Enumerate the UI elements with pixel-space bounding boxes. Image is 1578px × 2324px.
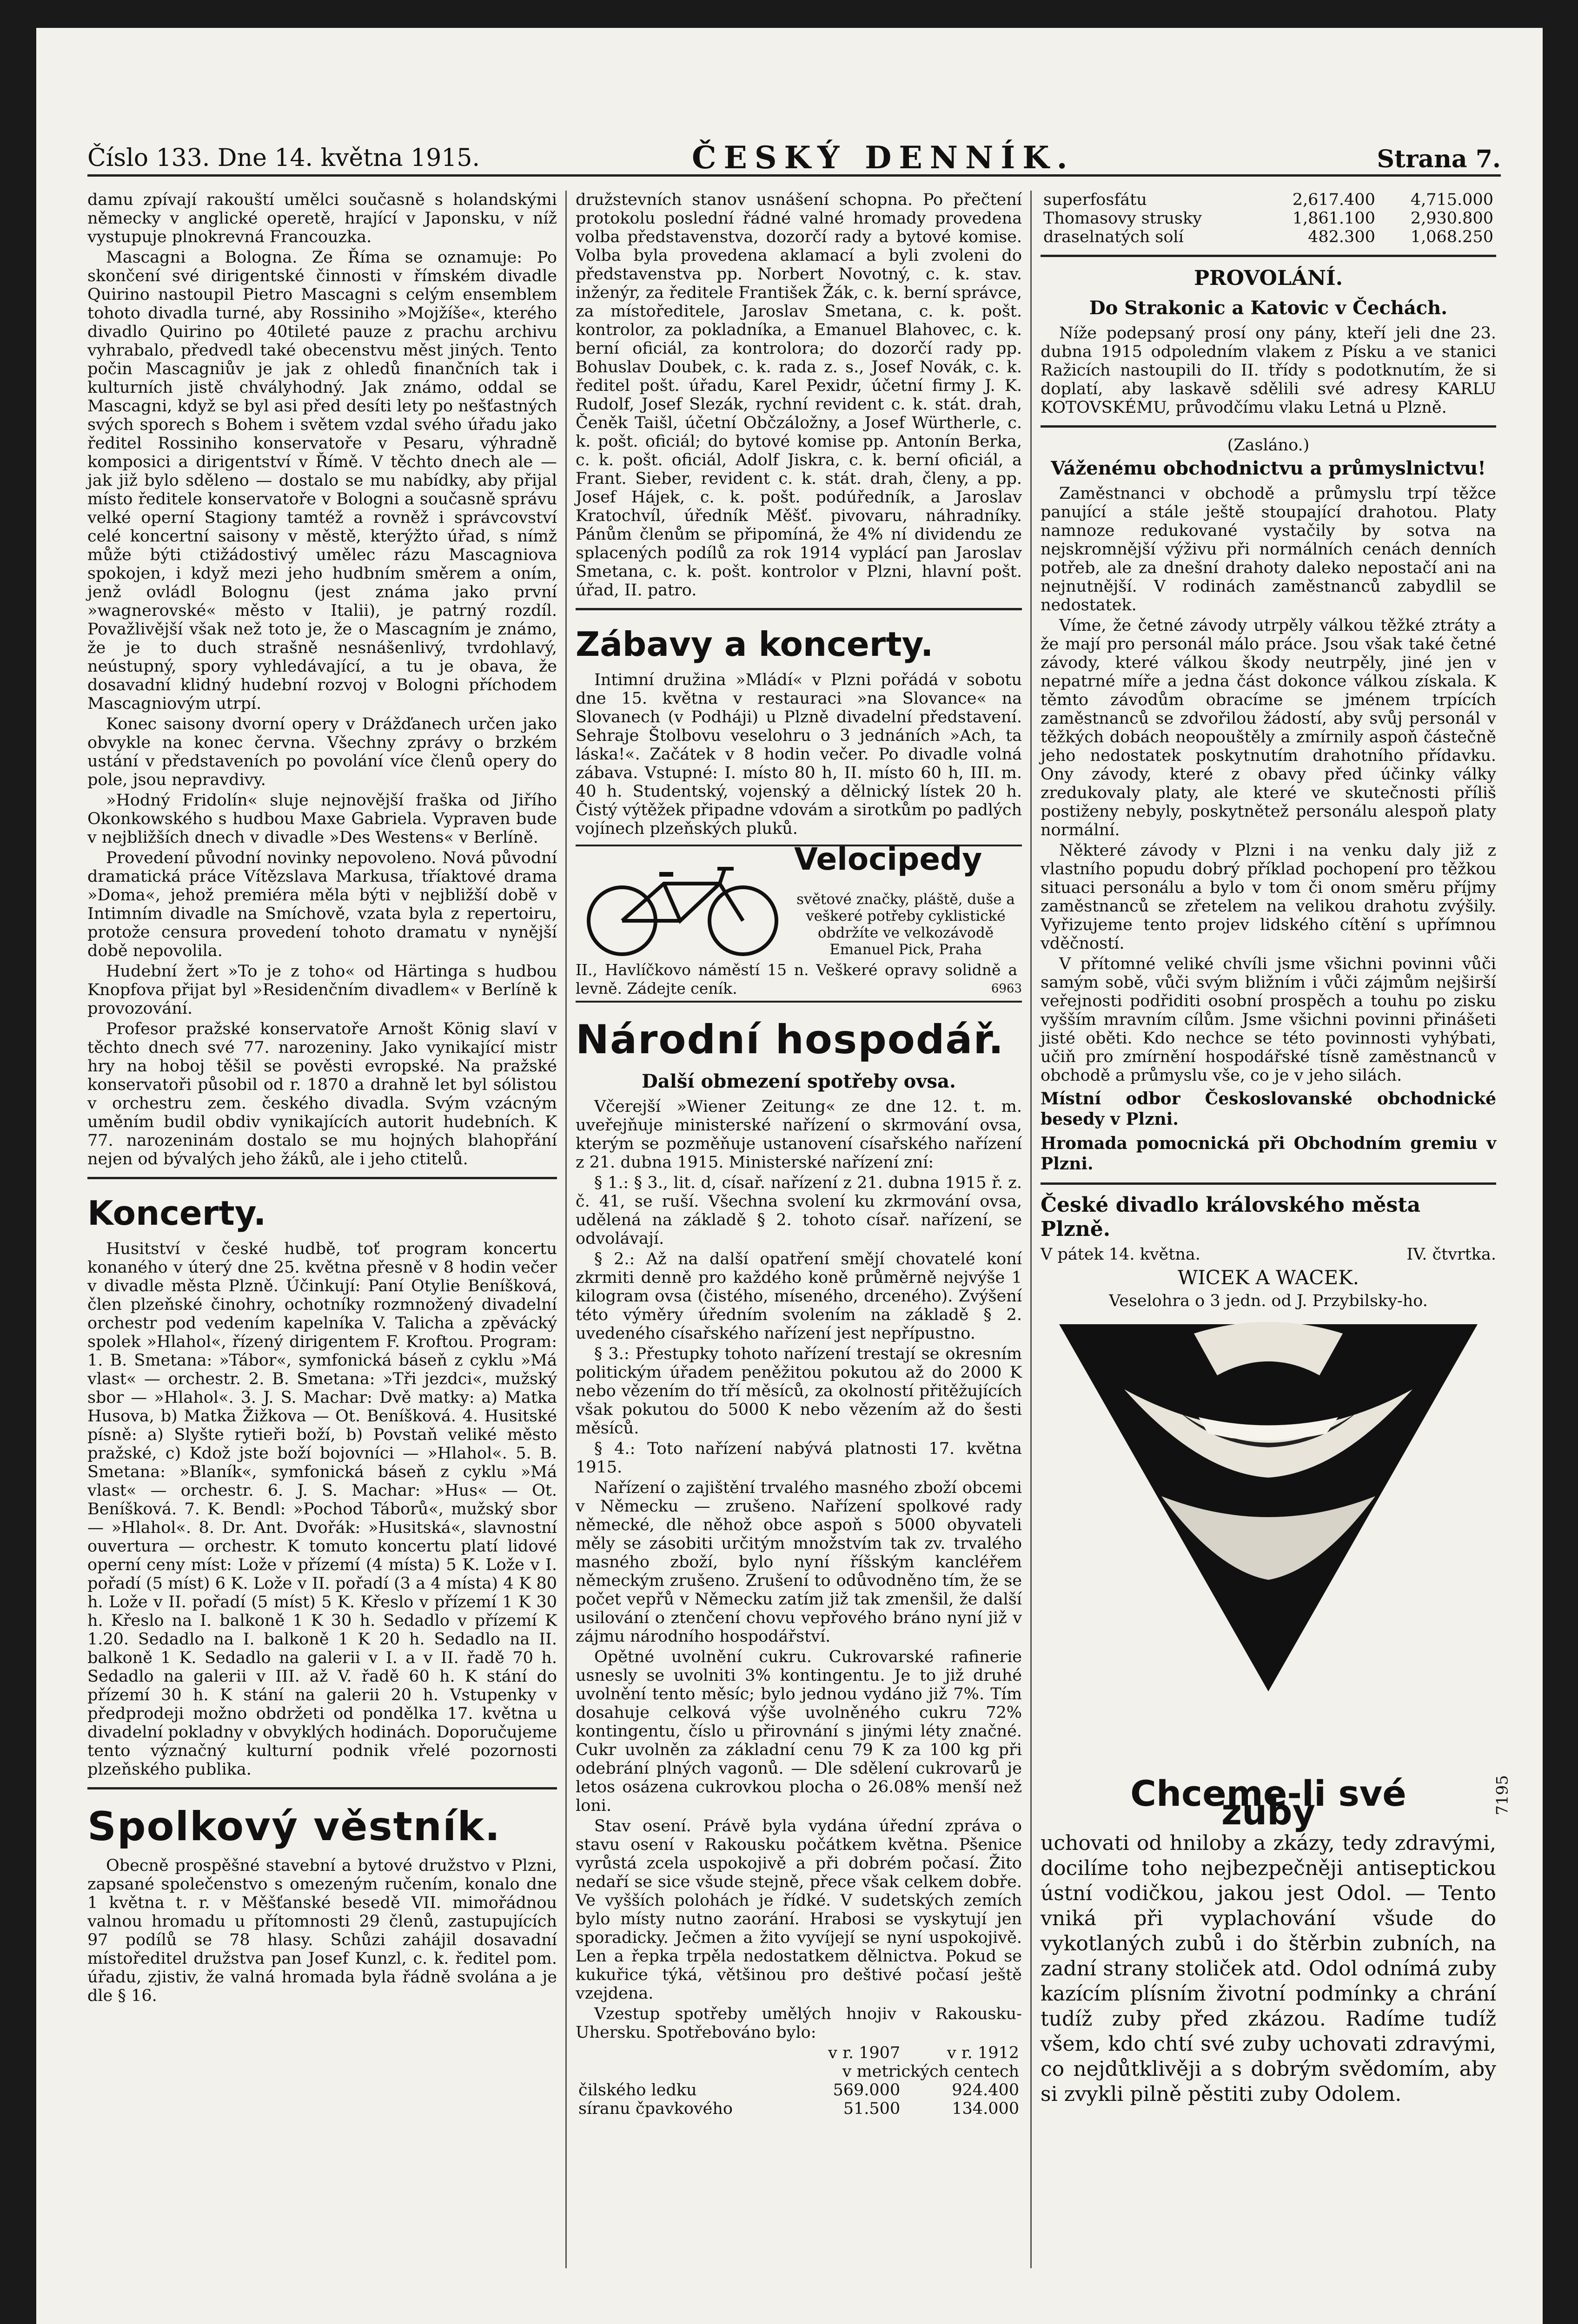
article-paragraph: Nařízení o zajištění trvalého masného zboží obcemi v Německu — zrušeno. Nařízení spolkové rady německé, dle něhož obce aspoň s 5000 obyvateli měly se zásobiti určitým množstvím tak zv. trvalého masného zboží, bylo nyní říšským kancléřem německým zrušeno. Zrušení to odůvodněno tím, že se počet vepřů v Německu zatím již tak zmenšil, že další usilování o ztenčení chovu vepřového bráno nyní již v zájmu národního hospodářství. [576, 1479, 1022, 1646]
section-title-spolkovy: Spolkový věstník. [87, 1803, 501, 1850]
article-paragraph: V přítomné veliké chvíli jsme všichni povinni vůči samým sobě, vůči svým bližním i vůči zájmům nejširší veřejnosti podřiditi osobní prospěch a touhu po zisku vyšším mravním cílům. Jsme všichni povinni přinášeti jisté oběti. Kdo nechce se této povinnosti vyhýbati, učiň pro zmírnění hospodářské tísně zaměstnanců v obchodě a průmyslu vše, co je v jeho silách. [1041, 955, 1496, 1085]
divadlo-desc: Veselohra o 3 jedn. od J. Przybilsky-ho. [1109, 1292, 1428, 1310]
signature: Hromada pomocnická při Obchodním gremiu v Plzni. [1041, 1134, 1496, 1174]
article-paragraph: Intimní družina »Mládí« v Plzni pořádá v sobotu dne 15. května v restauraci »na Slovance« na Slovanech (v Podháji) u Plzně divadelní představení. Sehraje Štolbovu veselohru o 3 jednáních »Ach, ta láska!«. Začátek v 8 hodin večer. Po divadle volná zábava. Vstupné: I. místo 80 h, II. místo 60 h, III. m. 40 h. Studentský, vojenský a dělnický lístek 20 h. Čistý výtěžek připadne vdovám a sirotkům po padlých vojínech plzeňských pluků. [576, 671, 1022, 838]
section-divider [576, 608, 1022, 610]
article-paragraph: Konec saisony dvorní opery v Drážďanech určen jako obvykle na konec června. Všechny zprávy o brzkém ustání v představeních po povolání více členů opery do pole, jsou nepravdivy. [87, 715, 557, 789]
table-header-row [576, 2044, 1022, 2062]
table-cell: 924.400 [952, 2081, 1019, 2100]
section-title-zabavy: Zábavy a koncerty. [576, 625, 934, 664]
article-paragraph: § 3.: Přestupky tohoto nařízení trestají se okresním politickým úřadem peněžitou pokutou až do 2000 K nebo vězením do tří měsíců, za okolností přitěžujících však pokutou do 5000 K nebo vězením až do šesti měsíců. [576, 1345, 1022, 1438]
newspaper-page [36, 28, 1543, 2324]
section-divider [1041, 1182, 1496, 1185]
provolani-subtitle: Do Strakonic a Katovic v Čechách. [1089, 297, 1448, 319]
article-paragraph: Profesor pražské konservatoře Arnošt König slaví v těchto dnech své 77. narozeniny. Jako vynikající mistr hry na hoboj těšil se pověsti evropské. Na pražské konservatoři působil od r. 1870 a drahně let byl sólistou v orchestru zem. českého divadla. Svým vzácným uměním budil obdiv vynikajících autorit hudebních. K 77. narozeninám dostalo se mu hojných blahopřání nejen od bývalých jeho žáků, ale i jeho ctitelů. [87, 1020, 557, 1169]
divadlo-series: IV. čtvrtka. [1406, 1245, 1496, 1264]
table-cell: 1,068.250 [1410, 228, 1493, 246]
table-cell: 1,861.100 [1292, 209, 1375, 228]
section-divider [1041, 425, 1496, 428]
bicycle-icon [580, 856, 785, 958]
table-cell: superfosfátu [1043, 191, 1147, 209]
fertilizer-table-continued [1041, 191, 1496, 246]
article-paragraph: Husitství v české hudbě, toť program koncertu konaného v úterý dne 25. května přesně v 8 hodin večer v divadle města Plzně. Účinkují: Paní Otylie Beníšková, člen plzeňské činohry, ochotníky rozmnožený divadelní orchestr pod vedením kapelníka V. Talicha a zpěvácký spolek »Hlahol«, řízený dirigentem F. Kroftou. Program: 1. B. Smetana: »Tábor«, symfonická báseň z cyklu »Má vlast« — orchestr. 2. B. Smetana: »Tři jezdci«, mužský sbor — »Hlahol«. 3. J. S. Machar: Dvě matky: a) Matka Husova, b) Matka Žižkova — Ot. Beníšková. 4. Husitské písně: a) Slyšte rytieři boží, b) Povstaň veliké město pražské, c) Kdož jste boží bojovníci — »Hlahol«. 5. B. Smetana: »Blaník«, symfonická báseň z cyklu »Má vlast« — orchestr. 6. J. S. Machar: »Hus« — Ot. Beníšková. 7. K. Bendl: »Pochod Táborů«, mužský sbor — »Hlahol«. 8. Dr. Ant. Dvořák: »Husitská«, slavnostní ouvertura — orchestr. K tomuto koncertu platí lidové operní ceny míst: Lože v přízemí (4 místa) 5 K. Lože v I. pořadí (5 míst) 6 K. Lože v II. pořadí (3 a 4 místa) 4 K 80 h. Lože v II. pořadí (5 míst) 5 K. Křeslo v přízemí 1 K 30 h. Křeslo na I. balkoně 1 K 30 h. Sedadlo v přízemí K 1.20. Sedadlo na I. balkoně 1 K 20 h. Sedadlo na II. balkoně 1 K. Sedadlo na galerii v I. a v II. řadě 70 h. Sedadlo na galerii v III. až V. řadě 60 h. K stání do přízemí 30 h. K stání na galerii 20 h. Vstupenky v předprodeji možno obdržeti od pondělka 17. května u divadelní pokladny v obvyklých hodinách. Doporučujeme tento význačný kulturní podnik vřelé pozornosti plzeňského publika. [87, 1240, 557, 1779]
article-paragraph: Hudební žert »To je z toho« od Härtinga s hudbou Knopfova přijat byl »Residenčním divadlem« v Berlíně k provozování. [87, 962, 557, 1018]
table-cell: v r. 1912 [947, 2044, 1019, 2062]
table-cell: 2,617.400 [1292, 191, 1375, 209]
article-paragraph: Zaměstnanci v obchodě a průmyslu trpí těžce panující a stále ještě stoupající drahotou. Platy namnoze redukované vystačily by sotva na nejskromnější výživu při normálních cenách denních potřeb, ale za dnešní drahoty daleko nepostačí ani na nejnutnější. V rodinách zaměstnanců zabydlil se nedostatek. [1041, 484, 1496, 614]
table-cell: 134.000 [952, 2100, 1019, 2118]
face-illustration [1041, 1320, 1496, 1784]
table-cell: Thomasovy strusky [1043, 209, 1202, 228]
article-paragraph: Víme, že četné závody utrpěly válkou těžké ztráty a že mají pro personál málo práce. Jsou však také četné závody, které válkou škody neutrpěly, jiné jen v nepatrné míře a jedna část dokonce válkou získala. K těmto závodům obracíme se jménem trpících zaměstnanců se zdvořilou žádostí, aby svůj personál v těžkých dobách neopouštěly a zmírnily aspoň částečně jeho nedostatek poskytnutím drahotního přídavku. Ony závody, které z obavy před účinky války zredukovaly platy, ale které ve skutečnosti příliš postiženy nebyly, poskytnětež personálu alespoň platy normální. [1041, 616, 1496, 839]
zaslano-label: (Zasláno.) [1227, 436, 1310, 455]
table-cell [576, 2044, 784, 2062]
article-paragraph: Mascagni a Bologna. Ze Říma se oznamuje: Po skončení své dirigentské činnosti v římském divadle Quirino nastoupil Pietro Mascagni s celým ensemblem tohoto divadla turné, aby Rossiniho »Mojžíše«, kterého divadlo Quirino po 40tileté pauze z prachu archivu vyhrabalo, předvedl také obecenstvu měst jiných. Tento počin Mascagniův je jak z ohledů finančních tak i kulturních jistě chvályhodný. Jak známo, oddal se Mascagni, když se byl asi před desíti lety po nešťastných svých sporech s Bohem i světem vzdal svého úřadu jako ředitel Rossiniho konservatoře v Pesaru, výhradně komposici a dirigentství v Římě. V těchto dnech ale — jak již bylo sděleno — dostalo se mu nabídky, aby přijal místo ředitele konservatoře v Bologni a současně správu velké operní Stagiony tamtéž a rovněž i správcovství celé koncertní saisony v městě, kterýžto úřad, s nímž může býti ctižádostivý umělec rázu Mascagniova spokojen, i když mezi jeho hudbním směrem a oním, jenž ovládl Bolognu (jest známa jako první »wagnerovské« město v Italii), je patrný rozdíl. Považlivější však než toto je, že o Mascagním je známo, že je to duch strašně nesnášenlivý, tvrdohlavý, neústupný, spory vyhledávající, a tu je obava, že dosavadní klidný hudební rozvoj v Bologni příchodem Mascagniovým utrpí. [87, 248, 557, 713]
column-3 [1041, 191, 1512, 2273]
article-paragraph: družstevních stanov usnášení schopna. Po přečtení protokolu poslední řádné valné hromady provedena volba představenstva, dozorčí rady a bytové komise. Volba byla provedena aklamací a byli zvoleni do představenstva pp. Norbert Novotný, c. k. stav. inženýr, za ředitele František Žák, c. k. berní správce, za místoředitele, Jaroslav Smetana, c. k. pošt. kontrolor, za pokladníka, a Emanuel Blahovec, c. k. berní oficiál, za kontrolora; do dozorčí rady pp. Bohuslav Doubek, c. k. rada z. s., Josef Novák, c. k. ředitel pošt. úřadu, Karel Pexidr, účetní firmy J. K. Rudolf, Josef Slezák, rychní revident c. k. stát. drah, Čeněk Taišl, účetní Občzáložny, a Josef Würtherle, c. k. pošt. oficiál; do bytové komise pp. Antonín Berka, c. k. pošt. oficiál, Adolf Jiskra, c. k. berní oficiál, a Frant. Sieber, revident c. k. stát. drah, členy, a pp. Josef Hájek, c. k. pošt. podúředník, a Jaroslav Kratochvíl, úředník Měšť. pivovaru, náhradníky. Pánům členům se připomíná, že 4% ní dividendu ze splacených podílů za rok 1914 vyplácí pan Jaroslav Smetana, c. k. pošt. kontrolor v Plzni, hlavní pošt. úřad, II. patro. [576, 191, 1022, 600]
table-unit: v metrických centech [842, 2062, 1019, 2081]
velo-title: Velocipedy [794, 841, 982, 877]
article-paragraph: § 2.: Až na další opatření smějí chovatelé koní zkrmiti denně pro každého koně průměrně nejvýše 1 kilogram ovsa (čistého, míseného, drceného). Zvýšení této výměry úředním svolením na základě § 2. uvedeného císařského nařízení jest nepřípustno. [576, 1250, 1022, 1343]
article-paragraph: Vzestup spotřeby umělých hnojiv v Rakousku-Uhersku. Spotřebováno bylo: [576, 2005, 1022, 2042]
divadlo-title: České divadlo královského města Plzně. [1041, 1193, 1421, 1241]
paper-title: ČESKÝ DENNÍK. [692, 139, 1075, 176]
table-row [1041, 228, 1496, 246]
table-row [576, 2100, 1022, 2118]
article-paragraph: § 4.: Toto nařízení nabývá platnosti 17. května 1915. [576, 1439, 1022, 1477]
column-1 [87, 191, 557, 2273]
odol-ad [1041, 1320, 1512, 2106]
article-paragraph: damu zpívají rakouští umělci současně s holandskými německy v anglické operetě, hrající v Japonsku, v níž vystupuje plnokrevná Francouzka. [87, 191, 557, 246]
article-paragraph: Opětné uvolnění cukru. Cukrovarské rafinerie usnesly se uvolniti 3% kontingentu. Je to již druhé uvolnění tento měsíc; bylo jednou vydáno již 7%. Tím dosahuje celková výše uvolněného cukru 72% kontingentu, číslo u přirovnání s jinými léty značné. Cukr uvolněn za základní cenu 79 K za 100 kg při odebrání plných vagonů. — Dle sdělení cukrovarů je letos osázena cukrovkou plocha o 26.08% menší než loni. [576, 1648, 1022, 1815]
article-paragraph: Provedení původní novinky nepovoleno. Nová původní dramatická práce Vítězslava Markusa, tříaktové drama »Doma«, jehož premiéra měla býti v nejbližší době v Intimním divadle na Smíchově, vzata byla z repertoiru, protože censura provedení tohoto dramatu v nynější době nepovolila. [87, 849, 557, 960]
table-cell: v r. 1907 [828, 2044, 901, 2062]
ad-code: 6963 [991, 982, 1022, 996]
column-2 [576, 191, 1022, 2273]
odol-text: uchovati od hniloby a zkázy, tedy zdravými, docilíme toho nejbezpečněji antiseptickou ústní vodičkou, jakou jest Odol. — Tento vniká při vyplachování všude do vykotlaných zubů i do štěrbin zubních, na zadní strany stoliček atd. Odol odnímá zuby kazícím plísním životní podmínky a chrání tudíž zuby před zkázou. Radíme tudíž všem, kdo chtí své zuby uchovati zdravými, co nejdůtklivěji a s dobrým svědomím, aby si zvykli pilně pěstiti zuby Odolem. [1041, 1831, 1496, 2106]
article-paragraph: Níže podepsaný prosí ony pány, kteří jeli dne 23. dubna 1915 odpoledním vlakem z Písku a ve stanici Ražicích nastoupili do II. třídy s podotknutím, že si doplatí, aby laskavě sdělili své adresy KARLU KOTOVSKÉMU, průvodčímu vlaku Letná u Plzně. [1041, 324, 1496, 417]
table-cell: 4,715.000 [1410, 191, 1493, 209]
article-paragraph: Některé závody v Plzni i na venku daly již z vlastního popudu dobrý příklad pochopení pro těžkou situaci personálu a bylo v tom či onom směru příjmy zaměstnanců se zřetelem na velikou drahotu zvýšily. Vyřizujeme tento projev lidského cítění s upřímnou vděčností. [1041, 841, 1496, 953]
section-divider [1041, 255, 1496, 257]
table-cell: 2,930.800 [1410, 209, 1493, 228]
article-paragraph: Obecně prospěšné stavební a bytové družstvo v Plzni, zapsané společenstvo s omezeným ručením, konalo dne 1 května t. r. v Měšťanské besedě VII. mimořádnou valnou hromadu u přítomnosti 29 členů, zastupujících 97 podílů se 78 hlasy. Schůzi zahájil dosavadní místoředitel družstva pan Josef Kunzl, c. k. ředitel pom. úřadu, zjistiv, že valná hromada byla řádně svolána a je dle § 16. [87, 1856, 557, 2005]
article-paragraph: § 1.: § 3., lit. d, císař. nařízení z 21. dubna 1915 ř. z. č. 41, se ruší. Všechna svolení ku zkrmování ovsa, udělená na základě § 2. tohoto císař. nařízení, se odvolávají. [576, 1174, 1022, 1248]
article-paragraph: »Hodný Fridolín« sluje nejnovější fraška od Jiřího Okonkowského s hudbou Maxe Gabriela. Vypraven bude v nejbližších dnech v divadle »Des Westens« v Berlíně. [87, 791, 557, 847]
table-cell: 569.000 [833, 2081, 901, 2100]
issue-line: Číslo 133. Dne 14. května 1915. [87, 144, 480, 172]
signature: Místní odbor Českoslovanské obchodnické besedy v Plzni. [1041, 1089, 1496, 1129]
article-subtitle: Další obmezení spotřeby ovsa. [642, 1070, 956, 1092]
section-divider [87, 1177, 557, 1179]
masthead [87, 135, 1501, 177]
obchod-title: Váženému obchodnictvu a průmyslnictvu! [1051, 457, 1486, 479]
section-divider [87, 1787, 557, 1789]
velocipedy-ad [576, 841, 1022, 1003]
divadlo-play: WICEK A WACEK. [1178, 1266, 1359, 1289]
column-divider [565, 191, 567, 2268]
table-row [1041, 191, 1496, 209]
odol-title: Chceme-li své zuby [1130, 1773, 1406, 1833]
table-row [576, 2081, 1022, 2100]
fertilizer-table [576, 2044, 1022, 2118]
article-paragraph: Včerejší »Wiener Zeitung« ze dne 12. t. m. uveřejňuje ministerské nařízení o skrmování ovsa, kterým se pozměňuje ustanovení císařského nařízení z 21. dubna 1915. Ministerské nařízení zní: [576, 1097, 1022, 1172]
table-cell: 51.500 [843, 2100, 901, 2118]
table-cell: čilského ledku [578, 2081, 697, 2100]
table-row [1041, 209, 1496, 228]
divadlo-date-line [1041, 1245, 1496, 1264]
section-title-narodni: Národní hospodář. [576, 1017, 1005, 1063]
provolani-title: PROVOLÁNÍ. [1193, 266, 1343, 290]
velo-address: II., Havlíčkovo náměstí 15 n. Veškeré opravy solidně a levně. Zádejte ceník. [576, 961, 1017, 997]
table-cell: síranu čpavkového [578, 2100, 733, 2118]
table-cell: draselnatých solí [1043, 228, 1184, 246]
section-title-koncerty: Koncerty. [87, 1194, 266, 1233]
divadlo-date: V pátek 14. května. [1041, 1245, 1200, 1264]
velo-text: světové značky, pláště, duše a veškeré potřeby cyklistické obdržíte ve velkozávodě Emanuel Pick, Praha [796, 891, 1015, 958]
article-paragraph: Stav osení. Právě byla vydána úřední zpráva o stavu osení v Rakousku počátkem května. Pšenice vyrůstá zcela uspokojivě a při dobrém počasí. Žito nedaří se sice všude stejně, přece však celkem dobře. Ve vyšších polohách je řídké. V sudetských zemích bylo místy nutno zaorání. Hrabosi se vyskytují jen sporadicky. Ječmen a žito vyvíjejí se nyní uspokojivě. Len a řepka trpěla nedostatkem dělnictva. Pokud se kukuřice týká, většinou pro deštivé počasí ještě vzejdena. [576, 1817, 1022, 2003]
table-cell: 482.300 [1308, 228, 1375, 246]
page-number: Strana 7. [1377, 145, 1501, 173]
column-divider [1030, 191, 1032, 2268]
table-unit-row [576, 2062, 1022, 2081]
ad-code: 7195 [1493, 1775, 1512, 1816]
